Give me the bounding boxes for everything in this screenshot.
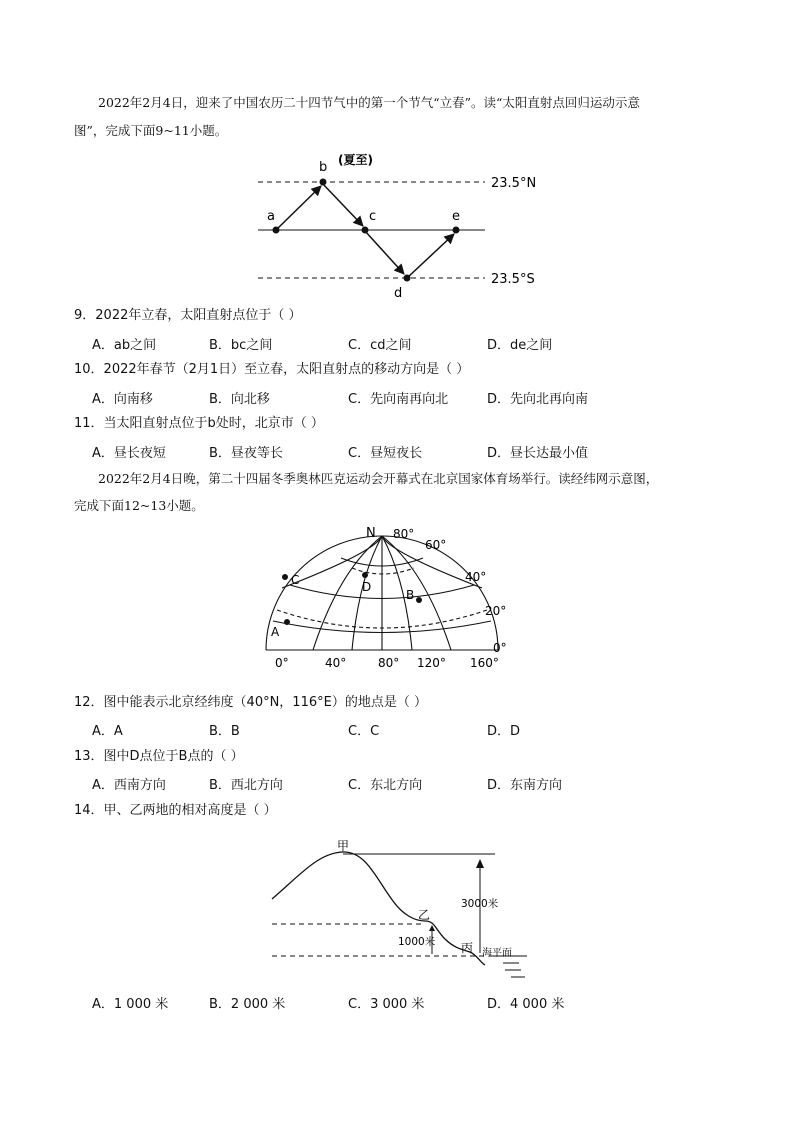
lat-label-80: 80° — [393, 527, 415, 541]
point-e — [453, 227, 460, 234]
q12-option-d[interactable]: D．D — [487, 724, 521, 739]
label-sea-level: 海平面 — [482, 948, 512, 959]
question-14-stem: 14．甲、乙两地的相对高度是（ ） — [74, 803, 277, 818]
lat-label-40: 40° — [465, 570, 487, 584]
label-c: c — [369, 209, 377, 224]
intro-12-13-line2: 完成下面12~13小题。 — [74, 498, 204, 513]
point-c — [362, 227, 369, 234]
label-A: A — [271, 625, 280, 639]
point-b — [320, 179, 327, 186]
label-e: e — [452, 209, 460, 224]
intro-9-11-line2: 图”，完成下面9~11小题。 — [74, 123, 228, 138]
label-d: d — [394, 286, 403, 300]
q14-option-b[interactable]: B．2 000 米 — [209, 997, 286, 1012]
question-13-stem: 13．图中D点位于B点的（ ） — [74, 749, 244, 764]
graticule-diagram — [255, 522, 530, 674]
intro-9-11-line1: 2022年2月4日，迎来了中国农历二十四节气中的第一个节气“立春”。读“太阳直射点回归运动示意 — [98, 95, 640, 110]
q10-option-b[interactable]: B．向北移 — [209, 392, 270, 407]
q14-option-a[interactable]: A．1 000 米 — [92, 997, 169, 1012]
point-D — [362, 572, 368, 578]
point-d — [404, 275, 411, 282]
q11-option-c[interactable]: C．昼短夜长 — [348, 446, 423, 461]
lat-label-20: 20° — [485, 604, 507, 618]
question-11-stem: 11．当太阳直射点位于b处时，北京市（ ） — [74, 416, 324, 431]
q9-option-c[interactable]: C．cd之间 — [348, 338, 412, 353]
label-south-tropic: 23.5°S — [491, 272, 535, 287]
label-jia: 甲 — [337, 839, 350, 853]
label-B: B — [406, 588, 415, 602]
intro-12-13-line1: 2022年2月4日晚，第二十四届冬季奥林匹克运动会开幕式在北京国家体育场举行。读经纬网示意图， — [98, 471, 659, 486]
label-summer-solstice: (夏至) — [338, 153, 373, 167]
q13-option-d[interactable]: D．东南方向 — [487, 778, 563, 793]
label-pole-N: N — [366, 526, 376, 541]
lat-label-60: 60° — [425, 538, 447, 552]
point-a — [273, 227, 280, 234]
q11-option-a[interactable]: A．昼长夜短 — [92, 446, 166, 461]
lat-label-0: 0° — [493, 641, 507, 655]
lon-label-80: 80° — [378, 656, 400, 670]
q13-option-c[interactable]: C．东北方向 — [348, 778, 423, 793]
q9-option-a[interactable]: A．ab之间 — [92, 338, 157, 353]
lon-label-40: 40° — [325, 656, 347, 670]
point-A — [284, 619, 290, 625]
q12-option-c[interactable]: C．C — [348, 724, 380, 739]
lon-label-0: 0° — [275, 656, 289, 670]
label-D: D — [362, 580, 372, 594]
label-b: b — [319, 160, 328, 175]
question-12-stem: 12．图中能表示北京经纬度（40°N，116°E）的地点是（ ） — [74, 695, 427, 710]
q13-option-a[interactable]: A．西南方向 — [92, 778, 166, 793]
question-9-stem: 9．2022年立春，太阳直射点位于（ ） — [74, 308, 302, 323]
q9-option-b[interactable]: B．bc之间 — [209, 338, 273, 353]
q12-option-a[interactable]: A．A — [92, 724, 123, 739]
label-3000m: 3000米 — [461, 898, 499, 910]
label-1000m: 1000米 — [398, 936, 436, 948]
label-yi: 乙 — [418, 908, 431, 922]
q10-option-d[interactable]: D．先向北再向南 — [487, 392, 589, 407]
label-a: a — [267, 209, 275, 224]
q10-option-a[interactable]: A．向南移 — [92, 392, 153, 407]
label-bing: 丙 — [461, 941, 474, 955]
question-10-stem: 10．2022年春节（2月1日）至立春，太阳直射点的移动方向是（ ） — [74, 362, 470, 377]
lon-label-120: 120° — [417, 656, 446, 670]
point-C — [282, 574, 288, 580]
terrain-profile-diagram — [265, 835, 540, 985]
solar-migration-diagram — [250, 150, 550, 300]
q14-option-c[interactable]: C．3 000 米 — [348, 997, 425, 1012]
q13-option-b[interactable]: B．西北方向 — [209, 778, 283, 793]
q14-option-d[interactable]: D．4 000 米 — [487, 997, 565, 1012]
q11-option-d[interactable]: D．昼长达最小值 — [487, 446, 589, 461]
label-C: C — [291, 573, 300, 587]
q9-option-d[interactable]: D．de之间 — [487, 338, 553, 353]
q12-option-b[interactable]: B．B — [209, 724, 240, 739]
lon-label-160: 160° — [470, 656, 499, 670]
label-north-tropic: 23.5°N — [491, 176, 537, 191]
q10-option-c[interactable]: C．先向南再向北 — [348, 392, 449, 407]
q11-option-b[interactable]: B．昼夜等长 — [209, 446, 283, 461]
point-B — [416, 597, 422, 603]
